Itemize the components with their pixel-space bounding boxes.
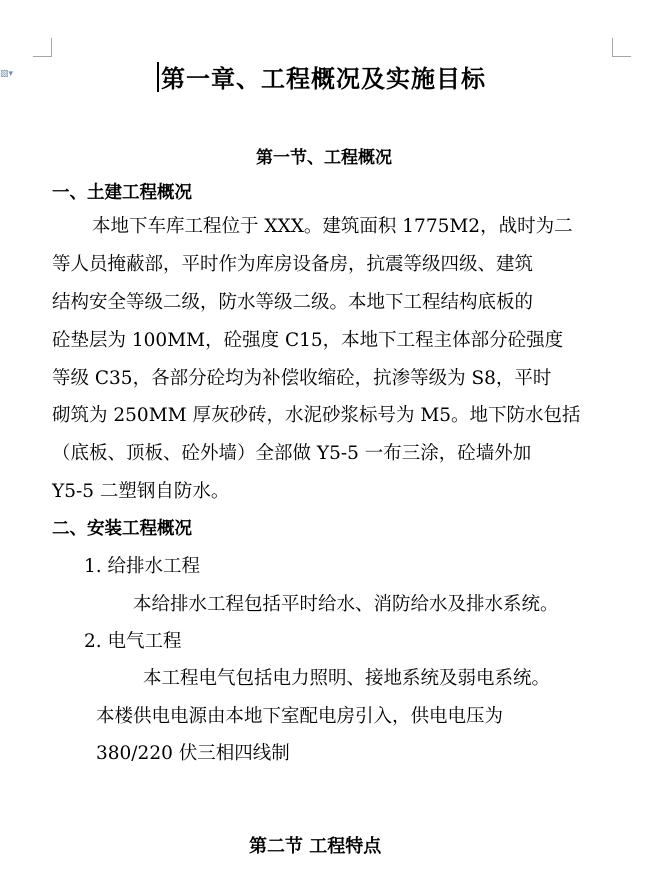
civil-line: 等级 C35，各部分砼均为补偿收缩砼，抗渗等级为 S8，平时 xyxy=(52,368,552,389)
civil-line: Y5-5 二塑钢自防水。 xyxy=(52,481,230,502)
margin-corner-top-left xyxy=(33,38,52,57)
civil-line: 本地下车库工程位于 XXX。建筑面积 1775M2，战时为二 xyxy=(92,216,573,237)
install-item-2-title: 2. 电气工程 xyxy=(84,631,182,652)
civil-line: 砌筑为 250MM 厚灰砂砖，水泥砂浆标号为 M5。地下防水包括 xyxy=(52,405,581,426)
text-cursor xyxy=(157,62,159,92)
civil-line: 等人员掩蔽部，平时作为库房设备房，抗震等级四级、建筑 xyxy=(52,254,534,275)
layout-options-icon[interactable]: ▧▾ xyxy=(0,69,14,79)
install-heading: 二、安装工程概况 xyxy=(52,519,192,539)
civil-line: （底板、顶板、砼外墙）全部做 Y5-5 一布三涂，砼墙外加 xyxy=(52,443,532,464)
install-item-2-line2: 本楼供电电源由本地下室配电房引入，供电电压为 xyxy=(96,706,504,727)
install-item-2-text: 本工程电气包括电力照明、接地系统及弱电系统。 xyxy=(143,668,551,689)
install-item-1-text: 本给排水工程包括平时给水、消防给水及排水系统。 xyxy=(133,594,559,615)
install-item-1-title: 1. 给排水工程 xyxy=(84,556,201,577)
civil-line: 结构安全等级二级，防水等级二级。本地下工程结构底板的 xyxy=(52,292,534,313)
civil-line: 砼垫层为 100MM，砼强度 C15，本地下工程主体部分砼强度 xyxy=(52,330,564,351)
civil-heading: 一、土建工程概况 xyxy=(52,183,192,203)
margin-corner-top-right xyxy=(612,38,631,57)
install-item-2-line3: 380/220 伏三相四线制 xyxy=(96,743,290,764)
section-title-1: 第一节、工程概况 xyxy=(256,148,392,168)
section-title-2: 第二节 工程特点 xyxy=(249,836,382,857)
chapter-title: 第一章、工程概况及实施目标 xyxy=(161,64,486,93)
